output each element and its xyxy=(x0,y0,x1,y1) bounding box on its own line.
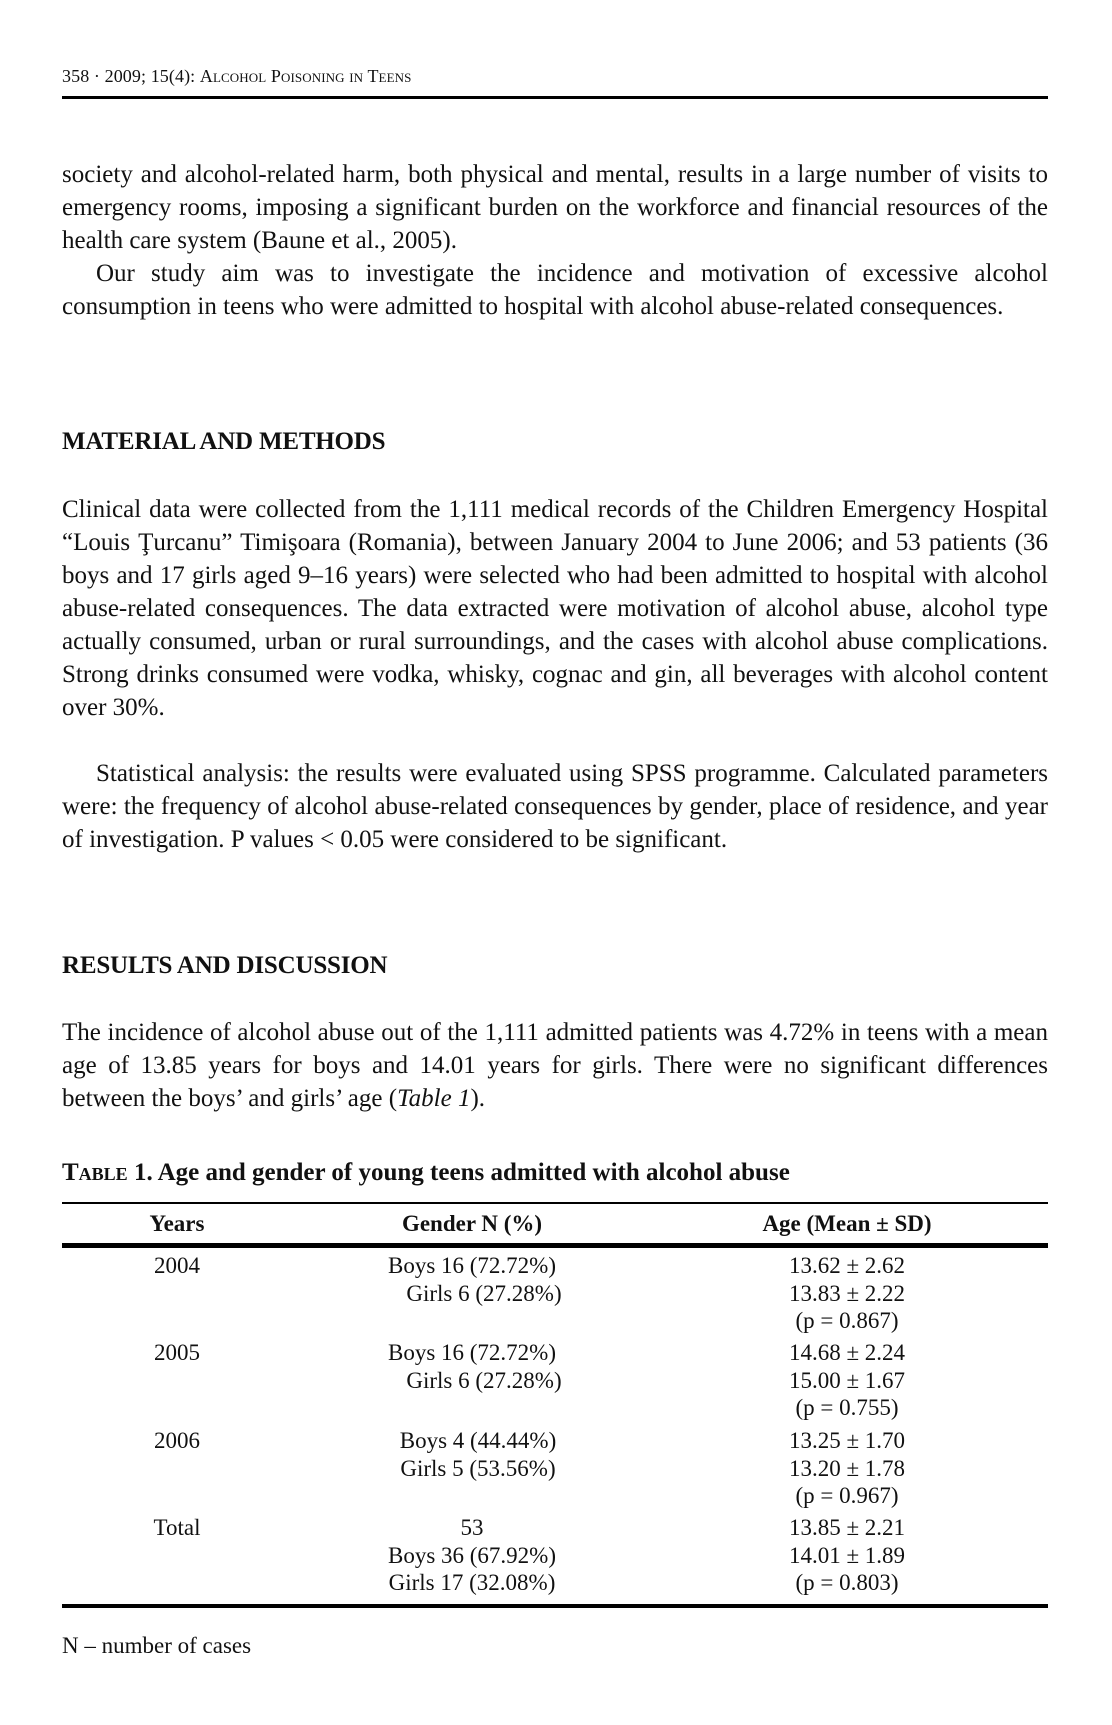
header-gender: Gender N (%) xyxy=(401,1211,543,1236)
cell-age xyxy=(702,1514,992,1597)
gender-girls: Girls 17 (32.08%) xyxy=(388,1570,556,1595)
p-value: (p = 0.967) xyxy=(795,1483,899,1508)
age-girls: 15.00 ± 1.67 xyxy=(788,1367,906,1393)
table-top-rule xyxy=(62,1202,1048,1204)
header-years: Years xyxy=(149,1211,205,1236)
cell-gender xyxy=(352,1514,592,1597)
age-boys: 13.25 ± 1.70 xyxy=(788,1428,906,1453)
p-value: (p = 0.755) xyxy=(795,1395,899,1420)
results-paragraph-end: ). xyxy=(470,1085,486,1112)
results-paragraph-1 xyxy=(62,1016,1048,1115)
age-boys: 14.01 ± 1.89 xyxy=(788,1542,906,1568)
methods-paragraph-1: Clinical data were collected from the 1,111 medical records of the Children Emergency Hospital “Louis Ţurcanu” Timişoara (Romania), between January 2004 to June 2006; and 53 patients (36 boys and 17 girls aged 9–16 years) were selected who had been admitted to hospital with alcohol abuse-related consequences. The data extracted were motivation of alcohol abuse, alcohol type actually consumed, urban or rural surroundings, and the cases with alcohol abuse complications. Strong drinks consumed were vodka, whisky, cognac and gin, all beverages with alcohol content over 30%. xyxy=(62,496,1048,721)
table-reference: Table 1 xyxy=(397,1085,471,1112)
gender-girls: Girls 6 (27.28%) xyxy=(406,1367,562,1393)
gender-boys: Boys 36 (67.92%) xyxy=(387,1542,557,1568)
gender-boys: Boys 16 (72.72%) xyxy=(387,1253,557,1278)
running-head-title: Alcohol Poisoning in Teens xyxy=(199,66,412,86)
header-rule xyxy=(62,96,1048,99)
table-header-rule xyxy=(62,1243,1048,1248)
table-label: Table 1. xyxy=(62,1159,153,1186)
results-heading: RESULTS AND DISCUSSION xyxy=(62,952,388,979)
header-age: Age (Mean ± SD) xyxy=(762,1211,932,1236)
cell-age xyxy=(702,1252,992,1335)
p-value: (p = 0.867) xyxy=(795,1308,899,1333)
intro-paragraph-2 xyxy=(62,257,1048,323)
age-boys: 13.62 ± 2.62 xyxy=(788,1253,906,1278)
table-caption-text: Age and gender of young teens admitted with alcohol abuse xyxy=(152,1159,790,1186)
cell-year: Total xyxy=(153,1515,201,1540)
intro-paragraph-2-text: Our study aim was to investigate the incidence and motivation of excessive alcohol consumption in teens who were admitted to hospital with alcohol abuse-related consequences. xyxy=(62,260,1048,320)
gender-girls: Girls 6 (27.28%) xyxy=(406,1280,562,1306)
cell-gender xyxy=(352,1339,592,1394)
cell-gender xyxy=(352,1252,592,1307)
gender-girls: Girls 5 (53.56%) xyxy=(400,1455,556,1481)
cell-year: 2006 xyxy=(154,1428,200,1453)
age-boys: 14.68 ± 2.24 xyxy=(788,1340,906,1365)
p-value: (p = 0.803) xyxy=(795,1570,899,1595)
gender-total: 53 xyxy=(460,1515,484,1540)
cell-age xyxy=(702,1339,992,1422)
table-footnote: N – number of cases xyxy=(62,1633,252,1658)
cell-year: 2004 xyxy=(154,1253,200,1278)
table-bottom-rule xyxy=(62,1604,1048,1608)
age-girls: 13.83 ± 2.22 xyxy=(788,1280,906,1306)
cell-gender xyxy=(352,1427,592,1482)
cell-year: 2005 xyxy=(154,1340,200,1365)
cell-age xyxy=(702,1427,992,1510)
running-head xyxy=(62,66,411,87)
methods-heading: MATERIAL AND METHODS xyxy=(62,428,386,455)
intro-paragraph-1: society and alcohol-related harm, both physical and mental, results in a large number of visits to emergency rooms, imposing a significant burden on the workforce and financial resources of the health care system (Baune et al., 2005). xyxy=(62,161,1048,254)
gender-boys: Boys 4 (44.44%) xyxy=(399,1428,557,1453)
results-paragraph-text: The incidence of alcohol abuse out of the 1,111 admitted patients was 4.72% in teens with a mean age of 13.85 years for boys and 14.01 years for girls. There were no significant differences between the boys’ and girls’ age ( xyxy=(62,1019,1048,1112)
methods-paragraph-2-text: Statistical analysis: the results were evaluated using SPSS programme. Calculated parameters were: the frequency of alcohol abuse-related consequences by gender, place of residence, and year of investigation. P values < 0.05 were considered to be significant. xyxy=(62,760,1048,853)
table-caption xyxy=(62,1159,790,1187)
age-girls: 13.20 ± 1.78 xyxy=(788,1455,906,1481)
age-total: 13.85 ± 2.21 xyxy=(788,1515,906,1540)
methods-paragraph-2 xyxy=(62,757,1048,856)
gender-boys: Boys 16 (72.72%) xyxy=(387,1340,557,1365)
running-head-page-info: 358 · 2009; 15(4): xyxy=(62,66,200,86)
